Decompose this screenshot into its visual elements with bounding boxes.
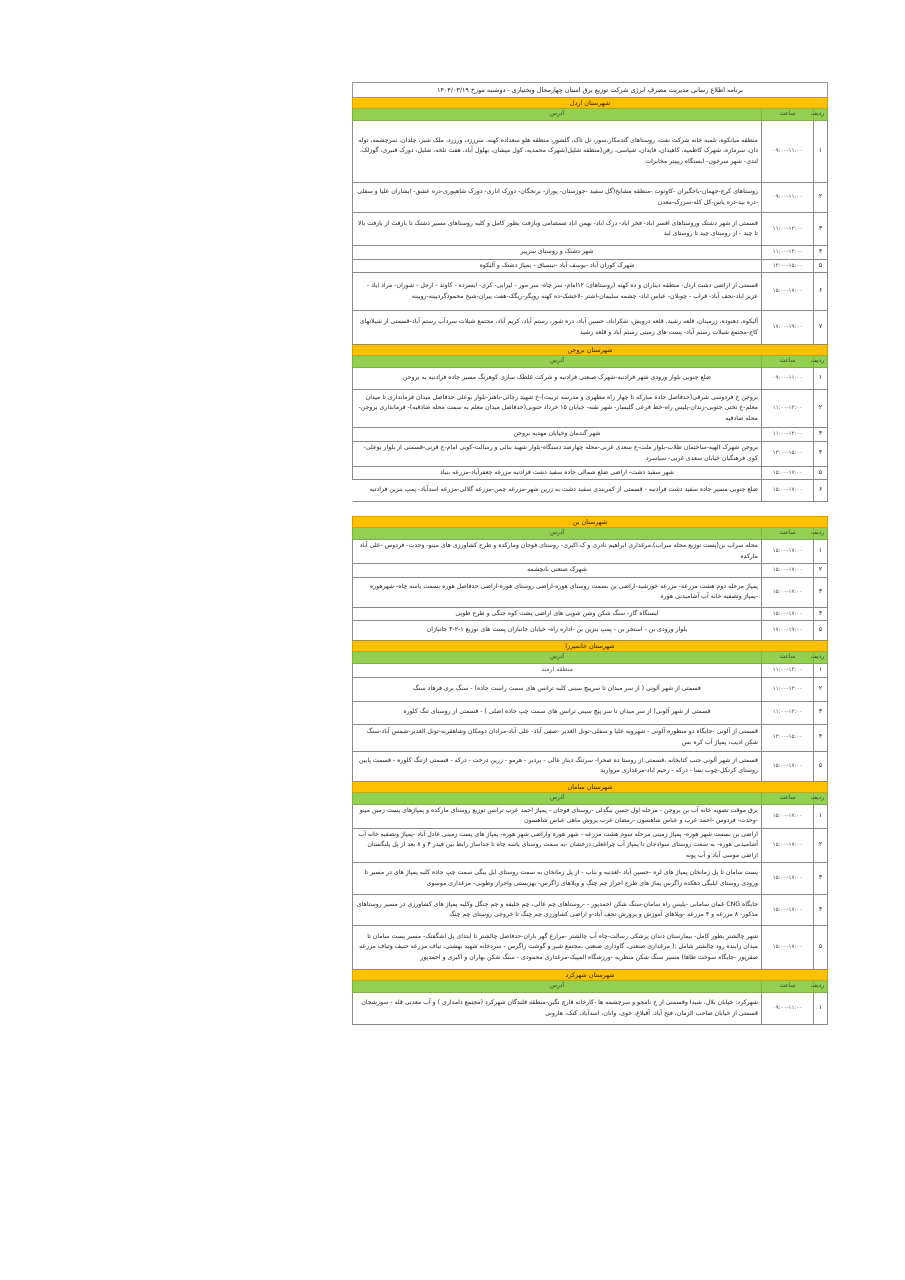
title-row (353, 83, 828, 98)
row-number: ۳ (814, 863, 828, 895)
row-number: ۲ (814, 564, 828, 578)
table-row (353, 213, 828, 246)
row-address: قسمتی از شهر دشتک وروستاهای افسر اباد- فخر اباد- دزک اباد- بهمن اباد صمصامی وبازفت بطور کامل و کلیه روستاهای مسیر دشتک تا بازفت از بازفت بالا تا چید - از روستای چید تا روستای لبد (353, 213, 762, 246)
row-address: شهرکرد: خیابان بلال، شیدا وقسمتی از خ نامجو و سرچشمه ها -کارخانه قارچ نگین-منطقه قلندگان شهرکرد (مجتمع دامداری ) و آب معدنی قله - سورشجان قسمتی از خیابان صاحب الزمان، فتح آباد، آقبلاغ، خوی، وانان، اسدآباد، کنک، هارونی (353, 993, 762, 1025)
table-row (353, 863, 828, 895)
row-time: ۱۷:۰۰-۱۹:۰۰ (762, 621, 814, 641)
row-address: شهر چالشتر بطور کامل- بیمارستان دندان پزشکی رسالت-چاه آب چالشتر -مزارع گهر باران-حدفاصل چالشتر تا ابتدای پل اشگفتک- مسیر پست سامان تا میدان زاینده رود چالشتر شامل :( مرغداری صنعتی، گاوداری صنعتی ،مجتمع شیر و گوشت زاگرس - سردخانه شهید بهشتی، تیاف مزرعه حنیف وتیاف مزرعه صفرپور -جایگاه سوخت طاها) مسیر سنگ شکن منظریه -ورزشگاه المپیک-مرغداری محمودی - سنگ شکن بهاران و اکبری و احمدپور (353, 926, 762, 970)
row-address: شهر گندمان وخیابان مهدیه بروجن (353, 428, 762, 442)
row-number: ۳ (814, 428, 828, 442)
table-row (353, 828, 828, 863)
table-row (353, 607, 828, 621)
row-address: منطقه میانکوه، تلمبه خانه شرکت نفت، روستاهای گندمکار،سور، تل تاک، گلشور، منطقه هلو سعداده کهنه، سرززد، ورزرد، ملک شیر، چلدان، سرچشمه، توله دان، سرمازه، شهرک کاظمیه، کاهیدان، فایدان، شیاسی، رفن(منطقه شلیل(شهرک محمدیه، کول میشان، بهلول آباد، هفت تلخه، شلیل، دورک قنبری، گوزلک، لندی- شهر سرخون- ایستگاه ریپیتر مخابرات (353, 121, 762, 183)
row-time: ۱۷:۰۰-۱۹:۰۰ (762, 311, 814, 345)
row-time: ۱۵:۰۰-۱۷:۰۰ (762, 480, 814, 502)
row-time: ۱۵:۰۰-۱۷:۰۰ (762, 863, 814, 895)
row-number: ۱ (814, 804, 828, 828)
row-time: ۱۵:۰۰-۱۷:۰۰ (762, 804, 814, 828)
table-row (353, 480, 828, 502)
row-number: ۶ (814, 273, 828, 311)
row-address: برق موقت تصویه خانه آب بن بروجن - مرحله اول حسن بیگدلی -روستای فوجان - پمپاژ احمد عرب ترانس توزیع روستای مارکده و پمپاژهای پست زمین مینو -وحدت- فردوس -احمد عرب و عباس شاهسون -رمضان عرب پروش ماهی عباس شاهسون (353, 804, 762, 828)
row-time: ۰۹:۰۰-۱۱:۰۰ (762, 121, 814, 183)
table-row (353, 993, 828, 1025)
row-number: ۱ (814, 121, 828, 183)
row-address: شهرک کوران آباد -یوسف آباد -تبسیاق - پمپاژ دشتک و آلیکوه (353, 259, 762, 273)
table-row (353, 564, 828, 578)
county-name: شهرستان سامان (353, 781, 828, 792)
county-name: شهرستان شهرکرد (353, 970, 828, 981)
row-time: ۰۹:۰۰-۱۱:۰۰ (762, 368, 814, 390)
header-time: ساعت (762, 981, 814, 993)
row-time: ۱۵:۰۰-۱۷:۰۰ (762, 926, 814, 970)
table-row (353, 895, 828, 926)
county-header-row (353, 98, 828, 109)
row-address: ضلع جنوبی مسیر جاده سفید دشت فرادنبه - قسمتی از کمربندی سفید دشت به زرین شهر-مزرعه چمن-مزرعه گلالی-مزرعه اسدآباد- پمپ بنزین فرادنبه (353, 480, 762, 502)
header-time: ساعت (762, 792, 814, 804)
row-number: ۵ (814, 751, 828, 781)
row-number: ۵ (814, 259, 828, 273)
header-num: ردیف (814, 109, 828, 121)
row-time: ۱۱:۰۰-۱۳:۰۰ (762, 701, 814, 724)
column-header-row (353, 792, 828, 804)
table-row (353, 751, 828, 781)
table-row (353, 621, 828, 641)
county-header-row (353, 517, 828, 528)
row-address: بلوار ورودی بن - استخر بن - پمپ بنزین بن -اداره راه- خیابان جانبازان پست های توزیع ۱-۲-۳ جانبازان (353, 621, 762, 641)
row-time: ۱۱:۰۰-۱۳:۰۰ (762, 677, 814, 701)
row-address: قسمتی از شهر آلونی جنب کتابخانه ،قسمتی از روستا ده صحرا- سرتنگ دینار عالی - بردبر - هرمو - زرین درخت - درکه - قسمتی ازتنگ کلوره - قسمت پایین روستای کرتکل-چوب نسا - درکه - رحیم اباد-مرغداری مروارید (353, 751, 762, 781)
table-row (353, 183, 828, 213)
section-gap (353, 502, 828, 517)
table-row (353, 664, 828, 678)
table-row (353, 540, 828, 564)
county-name: شهرستان خانمیرزا (353, 641, 828, 652)
row-time: ۱۳:۰۰-۱۵:۰۰ (762, 259, 814, 273)
row-number: ۴ (814, 895, 828, 926)
row-address: بروجن شهرک الهیه-ساختمان طلاب-بلوار ملت-خ سعدی غربی-محله چهارصد دستگاه-بلوار شهید بنائی و رسالت-کوبی امام-خ قرنی-قسمتی از بلوار بوعلی- کوی فرهنگیان خیابان سعدی غربی- سیاسرد (353, 441, 762, 466)
row-number: ۴ (814, 246, 828, 260)
table-row (353, 246, 828, 260)
row-number: ۱ (814, 368, 828, 390)
row-time: ۱۵:۰۰-۱۷:۰۰ (762, 895, 814, 926)
row-number: ۲ (814, 183, 828, 213)
table-row (353, 390, 828, 428)
header-address: آدرس (353, 981, 762, 993)
row-time: ۱۵:۰۰-۱۷:۰۰ (762, 540, 814, 564)
row-number: ۷ (814, 311, 828, 345)
row-number: ۴ (814, 724, 828, 751)
row-address: آلیکوه، دهنوده، زرمینان، قلعه رشید، قلعه درویش، شکراباد، حسین آباد، دره شور، رستم آباد، کریم آباد، مجتمع شیلات سردآب رستم آباد-قسمتی از شیلاتهای کاج-مجتمع شیلات رستم آباد- پست های زمینی رستم آباد و قلعه رشید (353, 311, 762, 345)
column-header-row (353, 356, 828, 368)
row-address: بروجن خ فردوسی شرقی(حدفاصل جاده مبارکه تا چهار راه مطهری و مدرسه تربیت)-خ شهید رجائی-باهنر-بلوار بوعلی حدفاصل میدان فرمانداری تا میدان معلم-خ تختی جنوبی-زندان-پلیس راه-خط فرعی گلبسار- شهر نقنه- خیابان ۱۵ خرداد جنوبی(حدفاصل میدان معلم به سمت محله صادقیه)- فرمانداری بروجن- محله صادقیه (353, 390, 762, 428)
row-address: شهر سفید دشت- اراضی ضلع شمالی جاده سفید دشت فرادنبه مزرعه جعفرآباد-مزرعه بنیاد (353, 466, 762, 480)
header-time: ساعت (762, 528, 814, 540)
header-num: ردیف (814, 981, 828, 993)
row-time: ۰۹:۰۰-۱۱:۰۰ (762, 183, 814, 213)
row-number: ۲ (814, 677, 828, 701)
table-row (353, 259, 828, 273)
row-address: اراضی بن بسمت شهر هوره- پمپاژ زمینی مرحله سوم هشت مزرعه - شهر هوره واراضی شهر هوره- پمپاژ های پست زمینی عادل آباد -پمپاژ وتصفیه خانه آب آشامیدنی هوره- به سمت روستای سوادجان تا پمپاژ آب چراغعلی درخشان -به سمت روستای یاسه چاه تا جداساز رابط بین فیدر ۴ و ۸ بعد از پل پلنگستان اراضی موسی آباد و آب پونه (353, 828, 762, 863)
row-number: ۴ (814, 441, 828, 466)
header-num: ردیف (814, 792, 828, 804)
header-num: ردیف (814, 528, 828, 540)
header-time: ساعت (762, 652, 814, 664)
row-address: قسمتی از اراضی دشت اردل- منطقه دیناران و ده کهنه (روستاهای: ۱۲امام- سر چاه- سر مور - لیرابی- کری- ایسرده - کاوند - ارجل - شوران- مراد اباد - عزیز اباد-نجف آباد- قراب - چوبلان- عباس اباد- چشمه سلیمان-اشتر -لاخشک-ده کهنه رویگر-ریگک-هفت پیران-شیخ محمودگردیینه-روبینه (353, 273, 762, 311)
column-header-row (353, 652, 828, 664)
table-row (353, 701, 828, 724)
row-time: ۱۱:۰۰-۱۳:۰۰ (762, 664, 814, 678)
row-number: ۳ (814, 577, 828, 607)
column-header-row (353, 981, 828, 993)
table-row (353, 441, 828, 466)
row-number: ۵ (814, 621, 828, 641)
row-address: ایستگاه گاز- سنگ شکن وشن شویی های اراضی پشت کوه جنگی و طرح طوبی (353, 607, 762, 621)
table-row (353, 273, 828, 311)
column-header-row (353, 109, 828, 121)
row-address: روستاهای کرج-جهمان-باجگیران -کاونوت -منطقه مشایخ(گل سفید -جوزستان- پوراز- برنجگان- دورک اناری- دورک شاهپوری-دره عشق- ابشاران علیا و سفلی -دره بید-دره یاس-کل کله-سرزک-معدن (353, 183, 762, 213)
header-num: ردیف (814, 652, 828, 664)
row-time: ۱۵:۰۰-۱۷:۰۰ (762, 564, 814, 578)
table-row (353, 121, 828, 183)
header-address: آدرس (353, 356, 762, 368)
table-row (353, 804, 828, 828)
row-address: قسمتی از شهر آلونی ( از سر میدان تا سرپیچ سینی کلیه ترانس های سمت راست جاده) - سنگ بری فرهاد سنگ (353, 677, 762, 701)
row-time: ۱۳:۰۰-۱۵:۰۰ (762, 441, 814, 466)
column-header-row (353, 528, 828, 540)
row-number: ۱ (814, 540, 828, 564)
row-number: ۵ (814, 466, 828, 480)
row-time: ۱۱:۰۰-۱۳:۰۰ (762, 428, 814, 442)
county-header-row (353, 641, 828, 652)
table-row (353, 428, 828, 442)
table-row (353, 368, 828, 390)
table-row (353, 677, 828, 701)
table-row (353, 577, 828, 607)
row-time: ۱۵:۰۰-۱۷:۰۰ (762, 273, 814, 311)
row-number: ۱ (814, 664, 828, 678)
row-number: ۴ (814, 607, 828, 621)
row-time: ۱۵:۰۰-۱۷:۰۰ (762, 466, 814, 480)
row-time: ۱۵:۰۰-۱۷:۰۰ (762, 751, 814, 781)
header-address: آدرس (353, 109, 762, 121)
row-address: قسمتی از آلونی -جایگاه دو منظوره آلونی - شهرویه علیا و سفلی-تونل الغدیر -صفی آباد- علی آباد-مرادان دومکان وشاهقربه-تونل الغدیر-شمس آباد-سنگ شکن ادیب، پمپاژ آب کره بس (353, 724, 762, 751)
county-name: شهرستان بن (353, 517, 828, 528)
header-address: آدرس (353, 652, 762, 664)
table-row (353, 311, 828, 345)
outage-schedule-document (352, 82, 828, 1025)
row-number: ۲ (814, 828, 828, 863)
county-name: شهرستان اردل (353, 98, 828, 109)
header-address: آدرس (353, 528, 762, 540)
county-header-row (353, 345, 828, 356)
row-address: جایگاه CNG غمان سامانی -پلیس راه سامان-سنگ شکن احمدپور - -روستاهای چم عالی، چم خلیفه و چم جنگل وکلیه پمپاژ های کشاورزی در مسیر روستاهای مذکور- ۸ مزرعه و ۴ مزرعه -ویلاهای آموزش و پرورش نجف آباد-و اراضی کشاورزی چم چنگ تا خروجی روستای چم چنگ (353, 895, 762, 926)
header-num: ردیف (814, 356, 828, 368)
row-address: ضلع جنوبی بلوار ورودی شهر فرادنبه-شهرک صنعتی فرادنبه و شرکت غلطک سازی کوهرنگ مسیر جاده فرادنبه به بروجن (353, 368, 762, 390)
row-address: پست سامان تا پل زمانخان پمپاژ های لره -حسین آباد -لعدنبه و بناب - از پل زمانخان به سمت روستای ایل بیگی سمت چپ جاده کلیه پمپاژ های در مسیر تا ورودی روستای ایلبگی دهکده زاگرس پماژ های طرح احراز چم چنگ و ویلاهای زاگرس- بهزیستی واحراز وطوبی- مرغداری موسوی (353, 863, 762, 895)
row-number: ۱ (814, 993, 828, 1025)
row-address: شهر دشتک و روستای سرپیر (353, 246, 762, 260)
row-time: ۱۵:۰۰-۱۷:۰۰ (762, 607, 814, 621)
row-address: پمپاژ مرحله دوم هشت مزرعه- مزرعه خورشید-اراضی بن بسمت روستای هوره-اراضی روستای هوره-اراضی حدفاصل هوره بسمت یاسه چاه- شهرهوره -پمپاژ وتصفیه خانه آب آشامیدنی هوره (353, 577, 762, 607)
row-time: ۱۱:۰۰-۱۳:۰۰ (762, 213, 814, 246)
row-address: محله سراب بن(پست توزیع محله سراب)،مرغداری ابراهیم نادری و ک.اکبری- روستای فوجان ومارکده و طرح کشاورزی های مینو- وحدت- فردوس -علی آباد مارکده (353, 540, 762, 564)
row-time: ۱۵:۰۰-۱۷:۰۰ (762, 828, 814, 863)
spacer (353, 502, 828, 517)
row-time: ۱۱:۰۰-۱۳:۰۰ (762, 246, 814, 260)
table-row (353, 724, 828, 751)
county-header-row (353, 970, 828, 981)
header-time: ساعت (762, 109, 814, 121)
row-address: شهرک صنعتی بانچشمه (353, 564, 762, 578)
county-name: شهرستان بروجن (353, 345, 828, 356)
row-address: قسمتی از شهر آلونی( از سر میدان تا سر پیچ سینی ترانس های سمت چپ جاده اصلی ) - قسمتی از روستای تنگ کلوره (353, 701, 762, 724)
row-number: ۳ (814, 701, 828, 724)
county-header-row (353, 781, 828, 792)
row-time: ۰۹:۰۰-۱۱:۰۰ (762, 993, 814, 1025)
row-address: منطقه ارمند (353, 664, 762, 678)
row-number: ۵ (814, 926, 828, 970)
table-row (353, 466, 828, 480)
row-number: ۶ (814, 480, 828, 502)
row-number: ۳ (814, 213, 828, 246)
header-time: ساعت (762, 356, 814, 368)
document-title: برنامه اطلاع رسانی مدیریت مصرف انرژی شرکت توزیع برق استان چهارمحال وبختیاری - دوشنبه مورخ ۱۴۰۴/۰۳/۱۹ (353, 83, 828, 98)
row-time: ۱۳:۰۰-۱۵:۰۰ (762, 724, 814, 751)
table-row (353, 926, 828, 970)
header-address: آدرس (353, 792, 762, 804)
outage-table (352, 82, 828, 1025)
row-time: ۱۱:۰۰-۱۳:۰۰ (762, 390, 814, 428)
row-time: ۱۵:۰۰-۱۷:۰۰ (762, 577, 814, 607)
row-number: ۲ (814, 390, 828, 428)
